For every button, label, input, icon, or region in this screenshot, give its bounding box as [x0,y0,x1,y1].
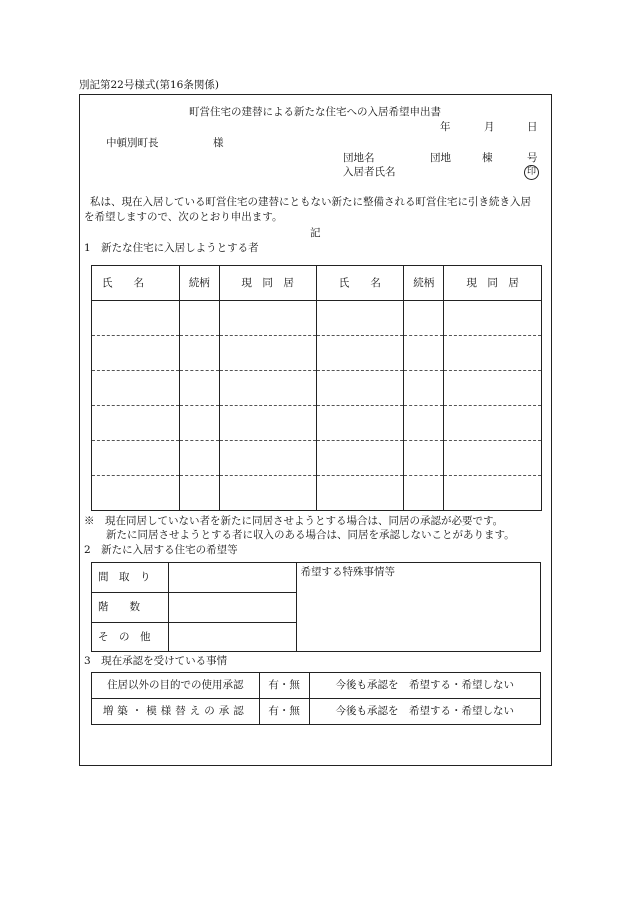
relation-cell[interactable] [179,441,219,476]
seal-mark [524,165,539,180]
name-cell[interactable] [92,301,180,336]
table-row [92,371,542,406]
cohabit-cell[interactable] [219,441,316,476]
resident-name-label: 入居者氏名 [343,166,396,178]
table-row [92,301,542,336]
approval-continue-2[interactable]: 今後も承認を 希望する・希望しない [309,699,540,725]
cohabit-cell[interactable] [444,406,542,441]
special-circumstances-label: 希望する特殊事情等 [300,566,396,578]
relation-cell[interactable] [404,441,444,476]
ki-label: 記 [310,227,321,239]
sonota-value[interactable] [168,623,296,652]
note-line-2: 新たに同居させようとする者に収入のある場合は、同居を承認しないことがあります。 [106,529,515,541]
col-cohabit-1: 現 同 居 [219,266,316,301]
complex-unit: 団地 [430,152,451,164]
col-cohabit-2: 現 同 居 [444,266,542,301]
date-month: 月 [484,121,495,133]
cohabit-cell[interactable] [219,406,316,441]
relation-cell[interactable] [179,301,219,336]
relation-cell[interactable] [179,371,219,406]
resident-table [91,265,542,511]
approval-table [91,672,541,725]
relation-cell[interactable] [179,476,219,511]
col-relation-2: 続柄 [404,266,444,301]
name-cell[interactable] [316,441,404,476]
name-cell[interactable] [316,406,404,441]
cohabit-cell[interactable] [444,441,542,476]
relation-cell[interactable] [404,476,444,511]
addressee-honorific: 様 [213,137,224,149]
date-day: 日 [527,121,538,133]
form-title: 町営住宅の建替による新たな住宅への入居希望申出書 [189,106,441,118]
relation-cell[interactable] [404,336,444,371]
name-cell[interactable] [92,441,180,476]
cohabit-cell[interactable] [219,371,316,406]
name-cell[interactable] [92,371,180,406]
table-row [92,441,542,476]
relation-cell[interactable] [404,301,444,336]
cohabit-cell[interactable] [219,336,316,371]
approval-label-1: 住居以外の目的での使用承認 [92,673,260,699]
cohabit-cell[interactable] [444,476,542,511]
addressee-mayor: 中頓別町長 [106,137,159,149]
special-circumstances-cell[interactable] [296,563,540,652]
form-number: 別記第22号様式(第16条関係) [79,79,219,91]
approval-yesno-2[interactable]: 有・無 [259,699,309,725]
relation-cell[interactable] [179,336,219,371]
date-year: 年 [440,121,451,133]
cohabit-cell[interactable] [444,301,542,336]
cohabit-cell[interactable] [219,476,316,511]
name-cell[interactable] [92,336,180,371]
section1-heading: 1 新たな住宅に入居しようとする者 [84,242,259,254]
relation-cell[interactable] [404,406,444,441]
cohabit-cell[interactable] [444,336,542,371]
col-name-2: 氏 名 [316,266,404,301]
name-cell[interactable] [316,371,404,406]
name-cell[interactable] [92,476,180,511]
approval-continue-1[interactable]: 今後も承認を 希望する・希望しない [309,673,540,699]
note-line-1: ※ 現在同居していない者を新たに同居させようとする場合は、同居の承認が必要です。 [84,515,504,527]
kaisu-label: 階 数 [92,593,169,623]
name-cell[interactable] [316,336,404,371]
building-unit: 棟 [482,152,493,164]
madori-value[interactable] [168,563,296,593]
table-row [92,406,542,441]
intro-line-2: を希望しますので、次のとおり申出ます。 [84,211,283,223]
approval-label-2: 増築・模様替えの承認 [92,699,260,725]
table-row [92,476,542,511]
section2-heading: 2 新たに入居する住宅の希望等 [84,544,238,556]
table-row [92,336,542,371]
intro-line-1: 私は、現在入居している町営住宅の建替にともない新たに整備される町営住宅に引き続き入居 [90,196,531,208]
relation-cell[interactable] [179,406,219,441]
resident-table-header [92,266,542,301]
approval-yesno-1[interactable]: 有・無 [259,673,309,699]
section3-heading: 3 現在承認を受けている事情 [84,655,228,667]
preference-table [91,562,541,652]
name-cell[interactable] [316,301,404,336]
name-cell[interactable] [92,406,180,441]
sonota-label: そ の 他 [92,623,169,652]
seal-icon: 印 [524,165,539,180]
table-row [92,699,541,725]
complex-name-label: 団地名 [343,152,375,164]
cohabit-cell[interactable] [219,301,316,336]
madori-label: 間 取 り [92,563,169,593]
kaisu-value[interactable] [168,593,296,623]
relation-cell[interactable] [404,371,444,406]
col-name-1: 氏 名 [92,266,180,301]
col-relation-1: 続柄 [179,266,219,301]
table-row [92,673,541,699]
room-unit: 号 [527,152,538,164]
name-cell[interactable] [316,476,404,511]
cohabit-cell[interactable] [444,371,542,406]
